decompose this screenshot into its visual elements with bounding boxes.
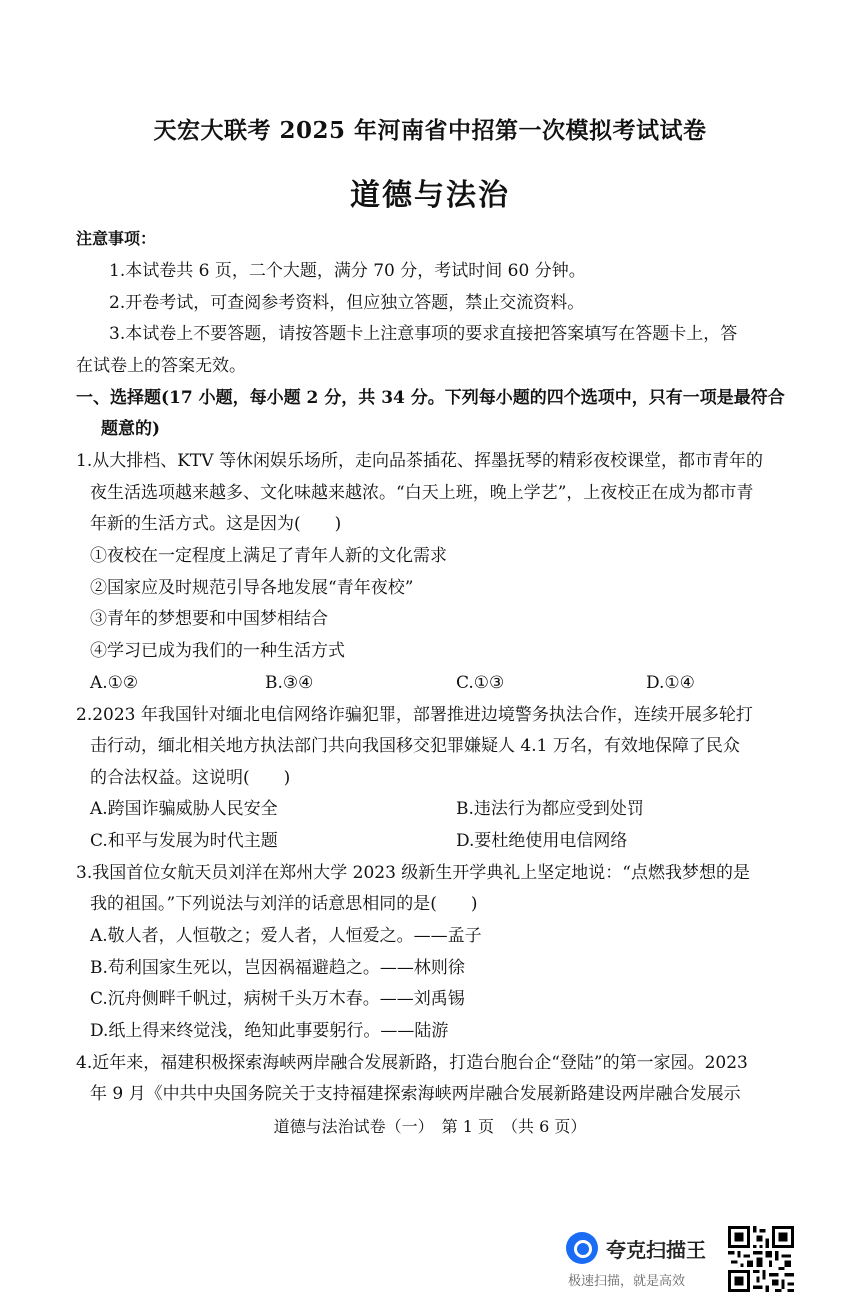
q3-stem-line-2: 我的祖国。”下列说法与刘洋的话意思相同的是( ) xyxy=(90,894,478,914)
notice-item-3-cont: 在试卷上的答案无效。 xyxy=(76,356,246,376)
quark-logo-icon xyxy=(566,1232,598,1264)
q2-option-c: C.和平与发展为时代主题 xyxy=(90,831,278,851)
q1-option-c: C.①③ xyxy=(456,673,505,693)
notice-heading: 注意事项： xyxy=(76,229,157,248)
subject-title: 道德与法治 xyxy=(350,178,510,213)
q1-statement-1: ①夜校在一定程度上满足了青年人新的文化需求 xyxy=(90,546,447,566)
q3-option-b: B.苟利国家生死以，岂因祸福避趋之。——林则徐 xyxy=(90,958,465,978)
q2-stem-line-1: 2.2023 年我国针对缅北电信网络诈骗犯罪，部署推进边境警务执法合作，连续开展多轮打 xyxy=(76,705,753,725)
q3-stem-line-1: 3.我国首位女航天员刘洋在郑州大学 2023 级新生开学典礼上坚定地说：“点燃我梦想的是 xyxy=(76,863,750,883)
q2-option-d: D.要杜绝使用电信网络 xyxy=(456,831,628,851)
q2-stem-line-2: 击行动，缅北相关地方执法部门共向我国移交犯罪嫌疑人 4.1 万名，有效地保障了民众 xyxy=(90,736,740,756)
page-footer: 道德与法治试卷（一） 第 1 页 （共 6 页） xyxy=(273,1117,587,1136)
q3-option-d: D.纸上得来终觉浅，绝知此事要躬行。——陆游 xyxy=(90,1021,449,1041)
exam-title: 天宏大联考 2025 年河南省中招第一次模拟考试试卷 xyxy=(153,117,707,144)
q4-stem-line-1: 4.近年来，福建积极探索海峡两岸融合发展新路，打造台胞台企“登陆”的第一家园。2023 xyxy=(76,1053,748,1073)
notice-item-2: 2.开卷考试，可查阅参考资料，但应独立答题，禁止交流资料。 xyxy=(109,293,585,313)
q1-option-a: A.①② xyxy=(90,673,139,693)
notice-item-3: 3.本试卷上不要答题，请按答题卡上注意事项的要求直接把答案填写在答题卡上，答 xyxy=(109,324,738,344)
q1-stem-line-1: 1.从大排档、KTV 等休闲娱乐场所，走向品茶插花、挥墨抚琴的精彩夜校课堂，都市青年的 xyxy=(76,451,763,471)
section-heading-cont: 题意的) xyxy=(101,419,161,439)
q1-statement-4: ④学习已成为我们的一种生活方式 xyxy=(90,641,345,661)
q2-stem-line-3: 的合法权益。这说明( ) xyxy=(90,768,291,788)
q1-option-d: D.①④ xyxy=(646,673,695,693)
brand-name: 夸克扫描王 xyxy=(606,1238,706,1262)
q1-statement-3: ③青年的梦想要和中国梦相结合 xyxy=(90,609,328,629)
q3-option-a: A.敬人者，人恒敬之；爱人者，人恒爱之。——孟子 xyxy=(90,926,482,946)
q2-option-a: A.跨国诈骗威胁人民安全 xyxy=(90,799,278,819)
scanner-watermark xyxy=(566,1230,716,1290)
section-heading: 一、选择题(17 小题，每小题 2 分，共 34 分。下列每小题的四个选项中，只有一项是最符合 xyxy=(76,388,785,408)
q1-stem-line-2: 夜生活选项越来越多、文化味越来越浓。“白天上班，晚上学艺”，上夜校正在成为都市青 xyxy=(90,483,754,503)
q3-option-c: C.沉舟侧畔千帆过，病树千头万木春。——刘禹锡 xyxy=(90,989,465,1009)
q2-option-b: B.违法行为都应受到处罚 xyxy=(456,799,644,819)
notice-item-1: 1.本试卷共 6 页，二个大题，满分 70 分，考试时间 60 分钟。 xyxy=(109,261,586,281)
q4-stem-line-2: 年 9 月《中共中央国务院关于支持福建探索海峡两岸融合发展新路建设两岸融合发展示 xyxy=(90,1084,741,1104)
q1-statement-2: ②国家应及时规范引导各地发展“青年夜校” xyxy=(90,578,414,598)
q1-stem-line-3: 年新的生活方式。这是因为( ) xyxy=(90,514,342,534)
brand-tagline: 极速扫描，就是高效 xyxy=(568,1274,686,1289)
qr-code-icon xyxy=(728,1226,794,1292)
q1-option-b: B.③④ xyxy=(265,673,314,693)
